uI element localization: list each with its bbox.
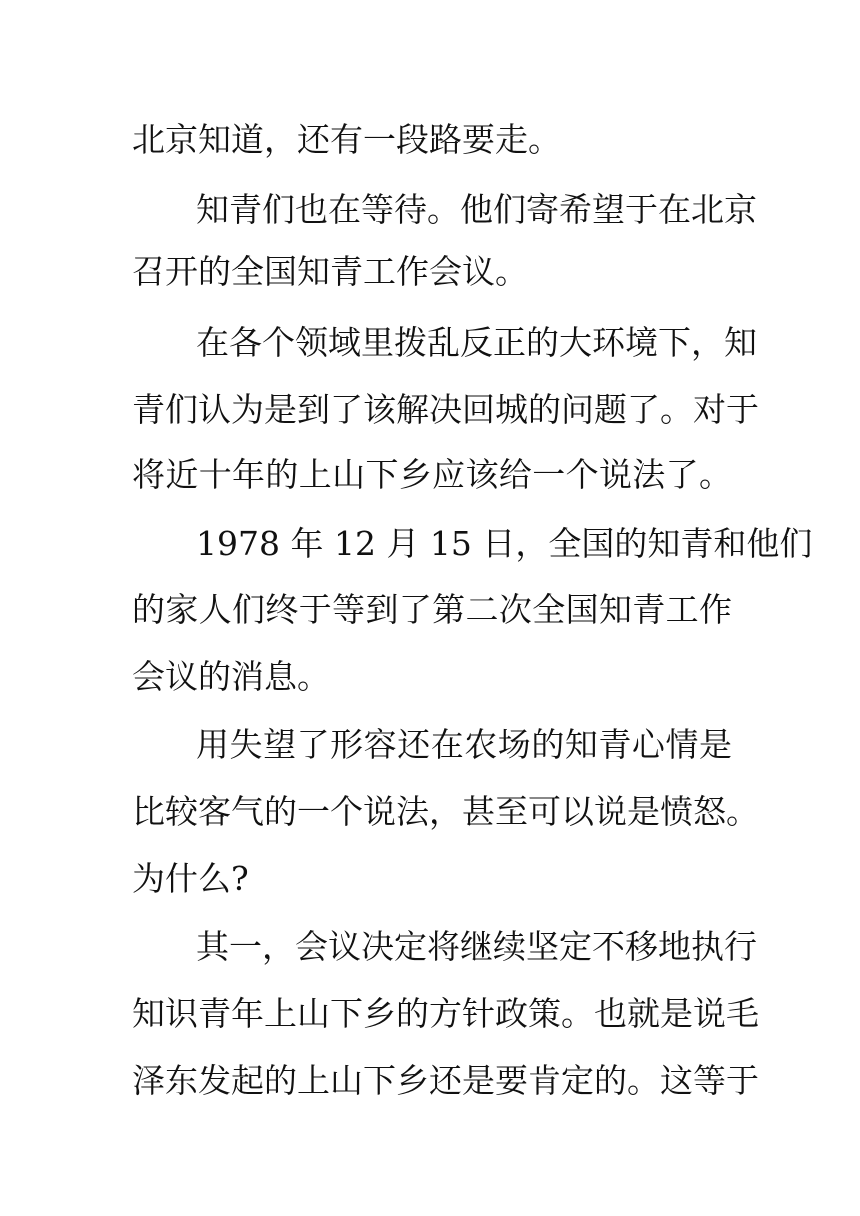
text-line: 知识青年上山下乡的方针政策。也就是说毛	[132, 994, 759, 1033]
text-line: 召开的全国知青工作会议。	[132, 252, 528, 291]
text-line: 泽东发起的上山下乡还是要肯定的。这等于	[132, 1061, 759, 1100]
text-line: 的家人们终于等到了第二次全国知青工作	[132, 590, 732, 629]
text-line: 北京知道，还有一段路要走。	[132, 120, 561, 159]
text-line: 知青们也在等待。他们寄希望于在北京	[196, 190, 757, 229]
text-line: 在各个领域里拨乱反正的大环境下，知	[196, 323, 757, 362]
text-line: 会议的消息。	[132, 657, 330, 696]
text-line: 用失望了形容还在农场的知青心情是	[196, 725, 732, 764]
text-line: 其一，会议决定将继续坚定不移地执行	[196, 927, 757, 966]
text-line: 1978 年 12 月 15 日，全国的知青和他们	[196, 524, 813, 563]
text-line: 将近十年的上山下乡应该给一个说法了。	[132, 455, 732, 494]
text-line: 为什么?	[132, 859, 249, 898]
text-line: 比较客气的一个说法，甚至可以说是愤怒。	[132, 792, 759, 831]
text-line: 青们认为是到了该解决回城的问题了。对于	[132, 390, 759, 429]
